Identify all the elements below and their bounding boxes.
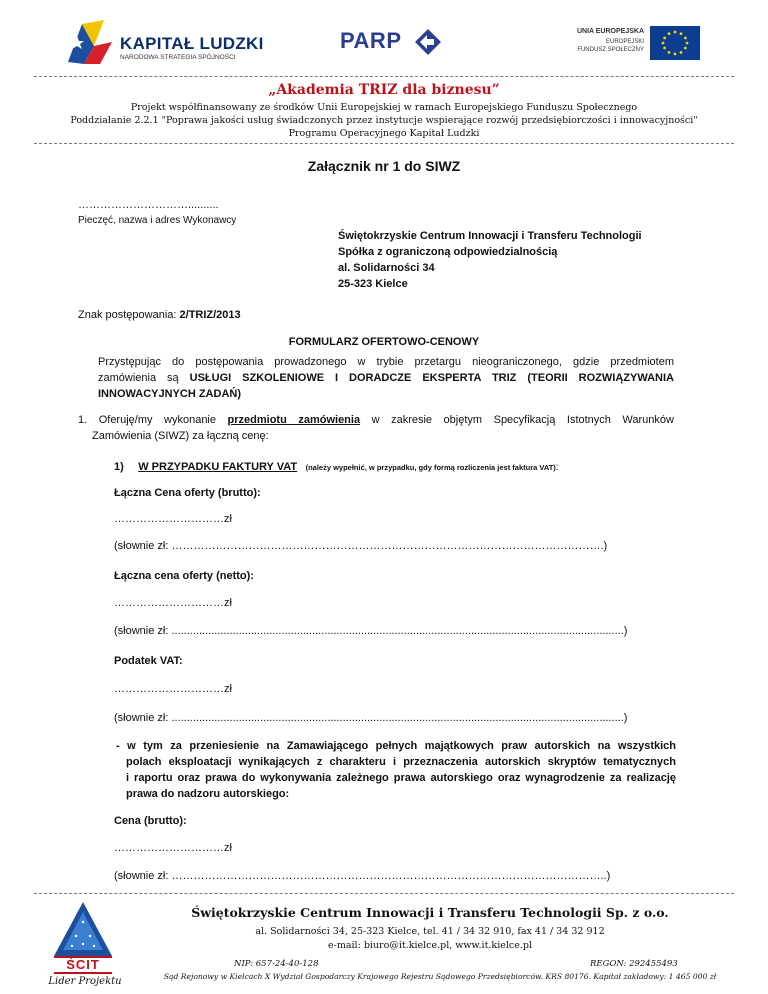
footer-regon: REGON: 292455493 bbox=[590, 959, 678, 969]
intro-line-3: INNOWACYJNYCH ZADAŃ) bbox=[98, 388, 241, 400]
rights-line-3: i raportu oraz prawa do wykonywania zależnego prawa autorskiego oraz wynagrodzenie za realizację bbox=[126, 772, 676, 784]
recipient-name: Świętokrzyskie Centrum Innowacji i Transferu Technologii bbox=[338, 230, 642, 242]
header-line-1: Projekt współfinansowany ze środków Unii Europejskiej w ramach Europejskiego Funduszu Społecznego bbox=[130, 102, 638, 113]
parp-text: PARP bbox=[340, 28, 402, 53]
project-title: „Akademia TRIZ dla biznesu” bbox=[268, 82, 500, 98]
kapital-ludzki-logo bbox=[64, 16, 274, 70]
eu-text-1: UNIA EUROPEJSKA bbox=[576, 28, 644, 35]
intro-subject: USŁUGI SZKOLENIOWE I DORADCZE EKSPERTA TRIZ (TEORII ROZWIĄZYWANIA bbox=[189, 372, 674, 384]
reference-value: 2/TRIZ/2013 bbox=[179, 309, 241, 321]
vat-case-heading bbox=[114, 457, 559, 475]
footer-court: Sąd Rejonowy w Kielcach X Wydział Gospodarczy Krajowego Rejestru Sądowego Przedsiębiorców. KRS 80176. Kapitał zakładowy: 1 465 000 zł bbox=[163, 972, 717, 981]
header-divider-bottom bbox=[34, 143, 734, 144]
footer-nip: NIP: 657-24-40-128 bbox=[234, 959, 319, 969]
rights-line-4: prawa do nadzoru autorskiego: bbox=[126, 788, 290, 800]
vat-case-colon: : bbox=[555, 462, 559, 473]
point-1-lead: 1. Oferuję/my wykonanie bbox=[78, 414, 228, 426]
eu-text-2: EUROPEJSKI bbox=[605, 39, 644, 45]
header-line-3: Programu Operacyjnego Kapitał Ludzki bbox=[288, 128, 480, 139]
vat-case-title: W PRZYPADKU FAKTURY VAT bbox=[138, 461, 298, 473]
reference-label: Znak postępowania: bbox=[78, 309, 180, 321]
eu-logo bbox=[560, 26, 730, 66]
eu-flag-icon bbox=[650, 26, 700, 60]
price-gross-label: Cena (brutto): bbox=[114, 815, 187, 827]
total-gross-amount-field[interactable]: …………………………zł bbox=[114, 513, 232, 525]
scit-logo bbox=[40, 898, 130, 988]
footer-divider bbox=[34, 893, 734, 894]
form-title: FORMULARZ OFERTOWO-CENOWY bbox=[288, 336, 480, 348]
price-gross-words-field[interactable]: (słownie zł: ………………………………………………………………………………………………………..) bbox=[114, 870, 611, 882]
recipient-street: al. Solidarności 34 bbox=[338, 262, 435, 274]
total-net-label: Łączna cena oferty (netto): bbox=[114, 570, 254, 582]
total-net-amount-field[interactable]: …………………………zł bbox=[114, 597, 232, 609]
reference-number bbox=[78, 309, 241, 321]
price-gross-amount-field[interactable]: …………………………zł bbox=[114, 842, 232, 854]
kl-emblem-icon bbox=[64, 16, 116, 68]
intro-line-2 bbox=[98, 372, 674, 384]
total-gross-label: Łączna Cena oferty (brutto): bbox=[114, 487, 261, 499]
parp-logo bbox=[340, 28, 460, 58]
vat-label: Podatek VAT: bbox=[114, 655, 183, 667]
point-1-line-1 bbox=[78, 414, 674, 426]
kl-subtitle: NARODOWA STRATEGIA SPÓJNOŚCI bbox=[120, 54, 236, 61]
footer-address: al. Solidarności 34, 25-323 Kielce, tel. 41 / 34 32 910, fax 41 / 34 32 912 bbox=[255, 926, 605, 937]
recipient-city: 25-323 Kielce bbox=[338, 278, 408, 290]
footer-email: e-mail: biuro@it.kielce.pl, www.it.kielce.pl bbox=[328, 940, 532, 951]
rights-line-2: polach eksploatacji wynikających z charakteru i przeznaczenia autorskich skryptów tematycznych bbox=[126, 756, 676, 768]
rights-line-1: - w tym za przeniesienie na Zamawiającego pełnych majątkowych praw autorskich na wszystkich bbox=[116, 740, 676, 752]
total-gross-words-field[interactable]: (słownie zł: ……………………………………………………………………………………………………….) bbox=[114, 540, 608, 552]
scit-emblem-icon bbox=[52, 900, 114, 958]
eu-text-3: FUNDUSZ SPOŁECZNY bbox=[577, 47, 644, 53]
parp-emblem-icon bbox=[414, 28, 442, 56]
intro-line-2-text: zamówienia są bbox=[98, 372, 190, 384]
attachment-title: Załącznik nr 1 do SIWZ bbox=[307, 158, 461, 174]
point-1-rest: w zakresie objętym Specyfikacją Istotnych Warunków bbox=[360, 414, 674, 426]
total-net-words-field[interactable]: (słownie zł: ....................................................................................................................................................) bbox=[114, 625, 628, 637]
header-divider-top bbox=[34, 76, 734, 77]
intro-line-1: Przystępując do postępowania prowadzonego w trybie przetargu nieograniczonego, gdzie przedmiotem bbox=[98, 356, 674, 368]
vat-words-field[interactable]: (słownie zł: ....................................................................................................................................................) bbox=[114, 712, 628, 724]
point-1-subject: przedmiotu zamówienia bbox=[227, 414, 361, 426]
kl-title: KAPITAŁ LUDZKI bbox=[120, 34, 264, 53]
footer-company: Świętokrzyskie Centrum Innowacji i Transferu Technologii Sp. z o.o. bbox=[191, 905, 669, 920]
scit-logo-text: ŚCIT bbox=[54, 956, 112, 974]
vat-amount-field[interactable]: …………………………zł bbox=[114, 683, 232, 695]
recipient-form: Spółka z ograniczoną odpowiedzialnością bbox=[338, 246, 558, 258]
stamp-dots: ………………………….......... bbox=[78, 199, 219, 211]
leader-label: Lider Projektu bbox=[48, 976, 122, 987]
vat-case-note: (należy wypełnić, w przypadku, gdy formą rozliczenia jest faktura VAT) bbox=[305, 463, 556, 472]
vat-case-number: 1) bbox=[114, 461, 124, 473]
point-1-line-2: Zamówienia (SIWZ) za łączną cenę: bbox=[92, 430, 269, 442]
stamp-label: Pieczęć, nazwa i adres Wykonawcy bbox=[78, 215, 237, 226]
header-line-2: Poddziałanie 2.2.1 "Poprawa jakości usług świadczonych przez instytucje wspierające rozwój przedsiębiorczości i innowacyjności" bbox=[70, 115, 698, 126]
